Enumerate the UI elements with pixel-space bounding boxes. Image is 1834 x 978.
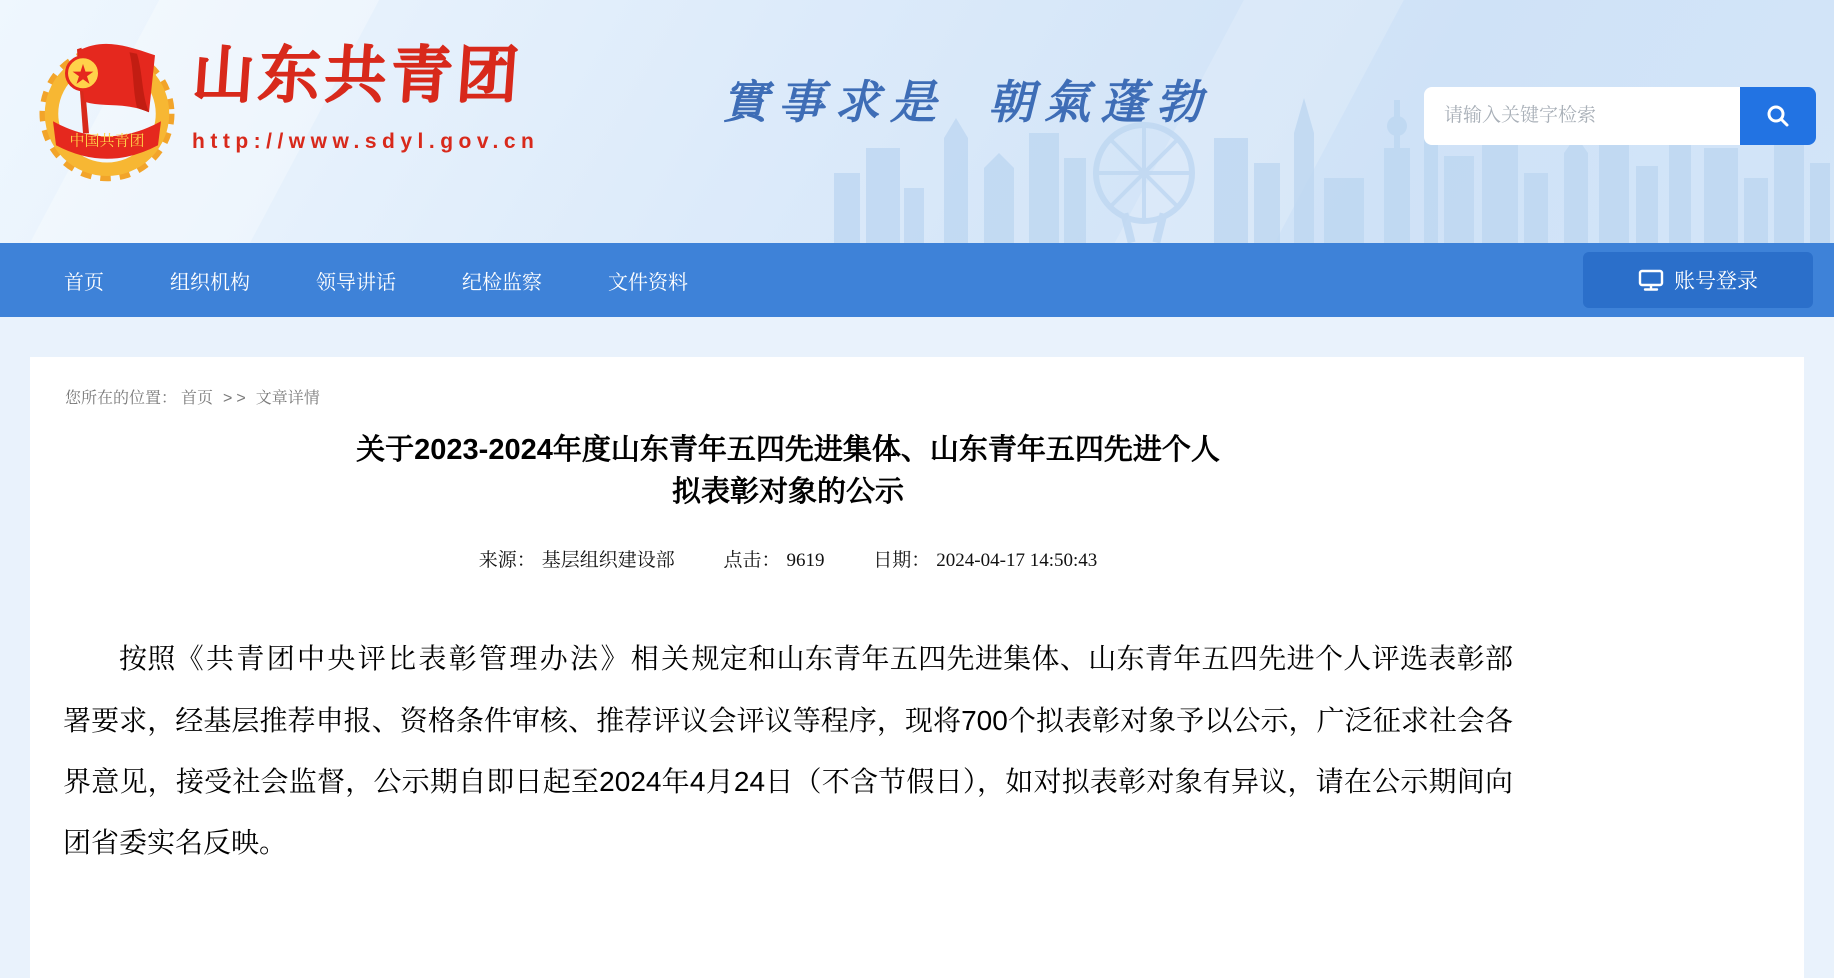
slogan-part2: 朝氣蓬勃 xyxy=(988,77,1212,128)
site-brand xyxy=(189,30,540,154)
content-card xyxy=(30,357,1804,978)
article-meta xyxy=(63,545,1513,572)
body-seg3: 规定和山东青年五四先进集体、山东青年五四先进个人评选表彰部署要求，经基层推荐申报、资格条件审核、推荐评议会评议等程序，现将700个拟表彰对象予以公示，广泛征求社会各界意见，接受社会监督，公示期自即日起至2024年4月24日（不含节假日），如对拟表彰对象有异议，请在公示期间向团省委实名反映。 xyxy=(63,643,1513,858)
search-button[interactable] xyxy=(1740,87,1816,145)
site-name: 山东共青团 xyxy=(189,42,525,110)
account-login-label: 账号登录 xyxy=(1674,270,1758,293)
svg-text:★: ★ xyxy=(71,62,95,88)
search-input[interactable] xyxy=(1424,87,1740,145)
slogan-part1: 實事求是 xyxy=(722,77,946,128)
account-login-button[interactable] xyxy=(1583,252,1813,308)
article xyxy=(63,429,1513,873)
body-seg1: 按照 xyxy=(119,643,176,674)
article-title-line1: 关于2023-2024年度山东青年五四先进集体、山东青年五四先进个人 xyxy=(356,434,1220,466)
article-body-paragraph xyxy=(63,628,1513,873)
body-seg2-regulation-title: 《共青团中央评比表彰管理办法》相关 xyxy=(175,644,692,675)
site-url: http://www.sdyl.gov.cn xyxy=(192,130,540,153)
nav-item-discipline[interactable]: 纪检监察 xyxy=(462,271,542,294)
nav-item-home[interactable]: 首页 xyxy=(64,271,104,294)
breadcrumb-separator: >> xyxy=(223,390,250,407)
nav-item-documents[interactable]: 文件资料 xyxy=(608,271,688,294)
search-icon xyxy=(1765,103,1791,129)
breadcrumb-label: 您所在的位置： xyxy=(65,390,178,407)
article-title xyxy=(63,429,1513,513)
site-header xyxy=(0,0,1834,243)
slogan-calligraphy xyxy=(722,66,1212,132)
meta-date: 日期： 2024-04-17 14:50:43 xyxy=(873,550,1098,571)
main-nav xyxy=(0,243,1834,317)
emblem-banner-text: 中国共青团 xyxy=(69,132,145,150)
monitor-icon xyxy=(1638,268,1664,292)
breadcrumb xyxy=(65,385,324,408)
breadcrumb-current: 文章详情 xyxy=(255,390,320,407)
nav-items xyxy=(0,266,688,295)
article-title-line2: 拟表彰对象的公示 xyxy=(671,476,904,508)
nav-item-organization[interactable]: 组织机构 xyxy=(170,271,250,294)
meta-clicks: 点击： 9619 xyxy=(723,550,825,571)
breadcrumb-home-link[interactable]: 首页 xyxy=(181,390,214,407)
meta-source: 来源： 基层组织建设部 xyxy=(478,550,675,571)
nav-item-leader-speeches[interactable]: 领导讲话 xyxy=(316,271,396,294)
search-bar xyxy=(1424,87,1816,145)
cyl-emblem-logo[interactable] xyxy=(32,28,182,186)
